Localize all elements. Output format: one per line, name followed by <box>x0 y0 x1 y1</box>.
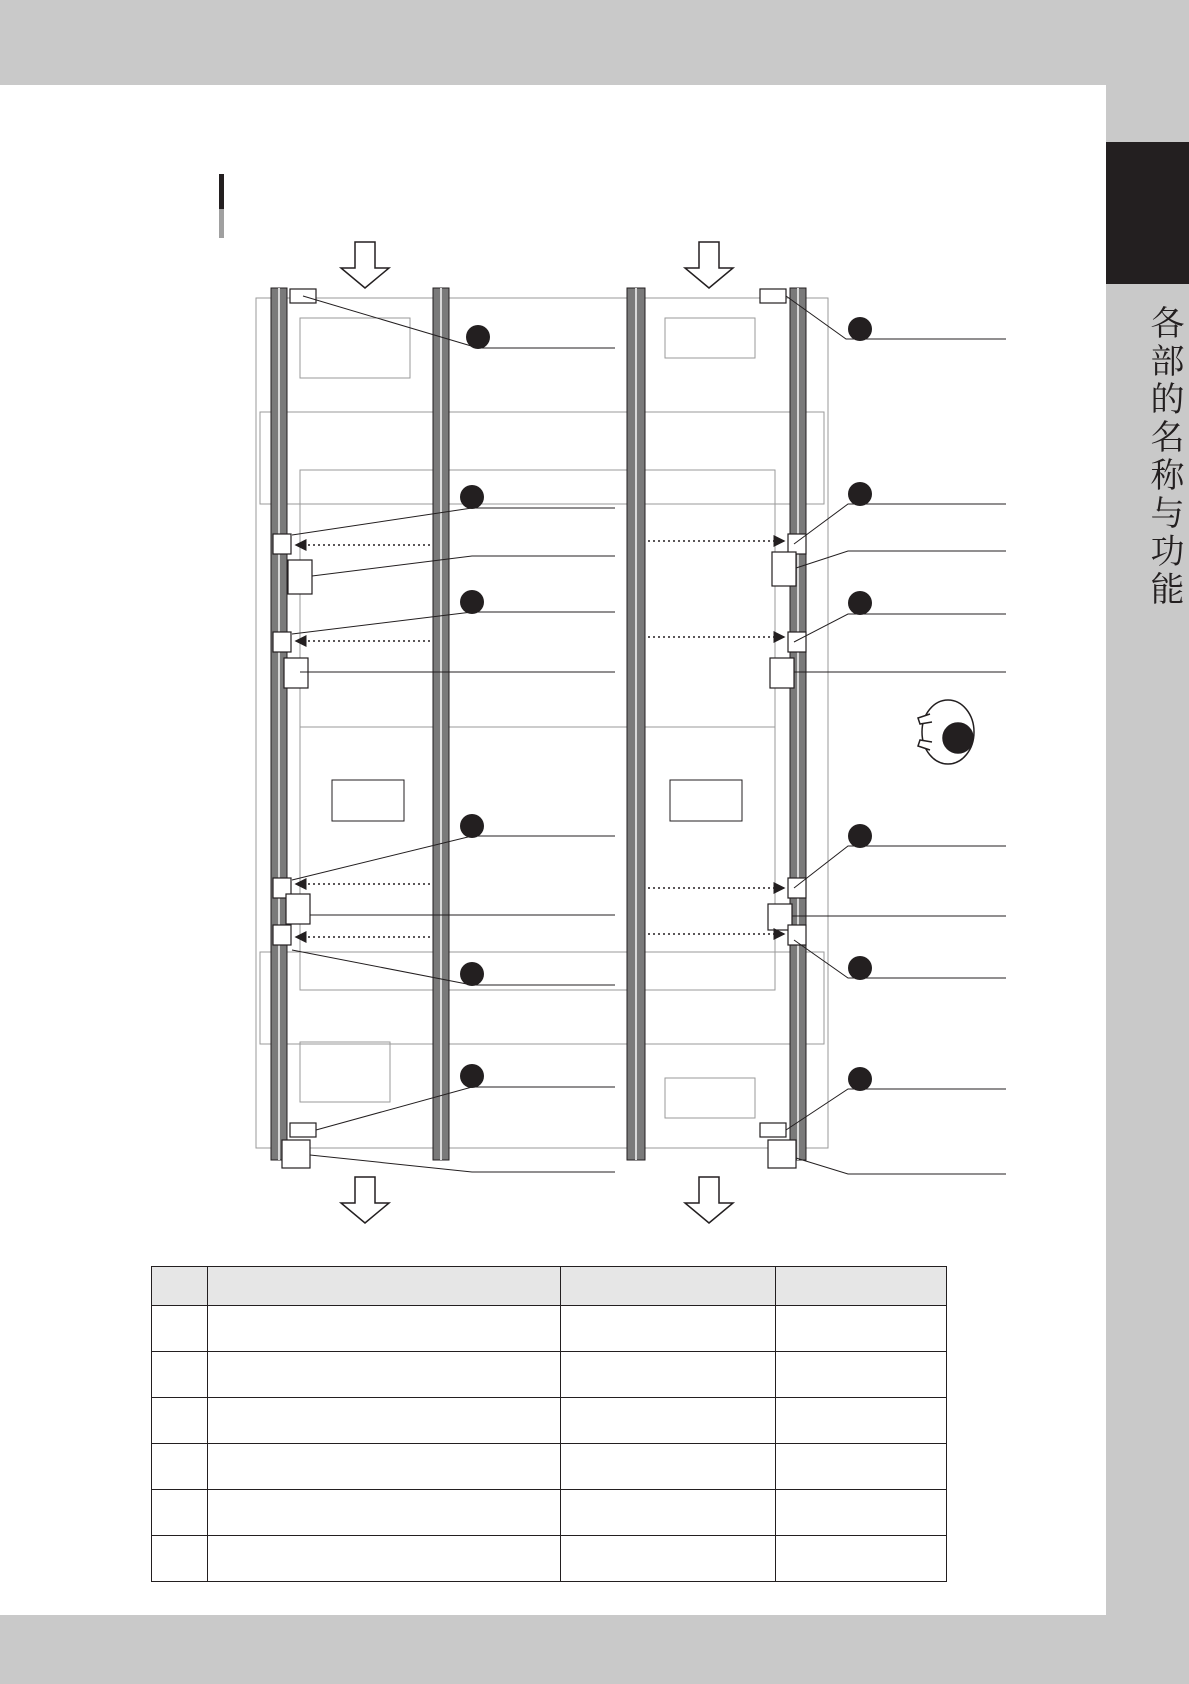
table-cell <box>208 1444 561 1490</box>
table-cell <box>208 1352 561 1398</box>
table-cell <box>561 1306 776 1352</box>
header-cell <box>776 1267 947 1306</box>
flow-arrow-out-left <box>341 1177 389 1223</box>
table-cell <box>561 1352 776 1398</box>
table-cell <box>561 1490 776 1536</box>
table-row <box>152 1306 947 1352</box>
conveyor-rails <box>271 288 806 1160</box>
table-cell <box>776 1306 947 1352</box>
sensor-units <box>273 289 806 1168</box>
table-cell <box>776 1490 947 1536</box>
chapter-tab <box>1106 142 1189 284</box>
callouts-left <box>292 296 615 1172</box>
flow-arrow-in-left <box>341 242 389 288</box>
table-cell <box>776 1536 947 1582</box>
table-cell <box>152 1444 208 1490</box>
table-row <box>152 1536 947 1582</box>
table-cell <box>152 1398 208 1444</box>
table-cell <box>208 1490 561 1536</box>
detection-arrows <box>296 541 784 937</box>
header-cell <box>152 1267 208 1306</box>
table-cell <box>152 1306 208 1352</box>
flow-arrow-in-right <box>685 242 733 288</box>
table-cell <box>152 1352 208 1398</box>
label-plate-right <box>670 780 742 821</box>
table-row <box>152 1444 947 1490</box>
table-cell <box>776 1398 947 1444</box>
table-cell <box>561 1444 776 1490</box>
table-cell <box>208 1306 561 1352</box>
chapter-title: 各部的名称与功能 <box>1144 305 1184 609</box>
callout-markers-left <box>460 325 490 1088</box>
flow-arrow-out-right <box>685 1177 733 1223</box>
table-cell <box>776 1352 947 1398</box>
table-cell <box>561 1536 776 1582</box>
table-row <box>152 1398 947 1444</box>
table-cell <box>208 1398 561 1444</box>
table-row <box>152 1490 947 1536</box>
header-cell <box>208 1267 561 1306</box>
table-cell <box>152 1536 208 1582</box>
callout-markers-right <box>848 317 872 1091</box>
label-plate-left <box>332 780 404 821</box>
header-cell <box>561 1267 776 1306</box>
operator-figure-icon <box>918 700 974 764</box>
table-cell <box>208 1536 561 1582</box>
table-cell <box>776 1444 947 1490</box>
table-row <box>152 1352 947 1398</box>
machine-frame <box>256 298 828 1148</box>
table-cell <box>561 1398 776 1444</box>
table-header-row <box>152 1267 947 1306</box>
spec-table <box>151 1266 947 1582</box>
table-cell <box>152 1490 208 1536</box>
